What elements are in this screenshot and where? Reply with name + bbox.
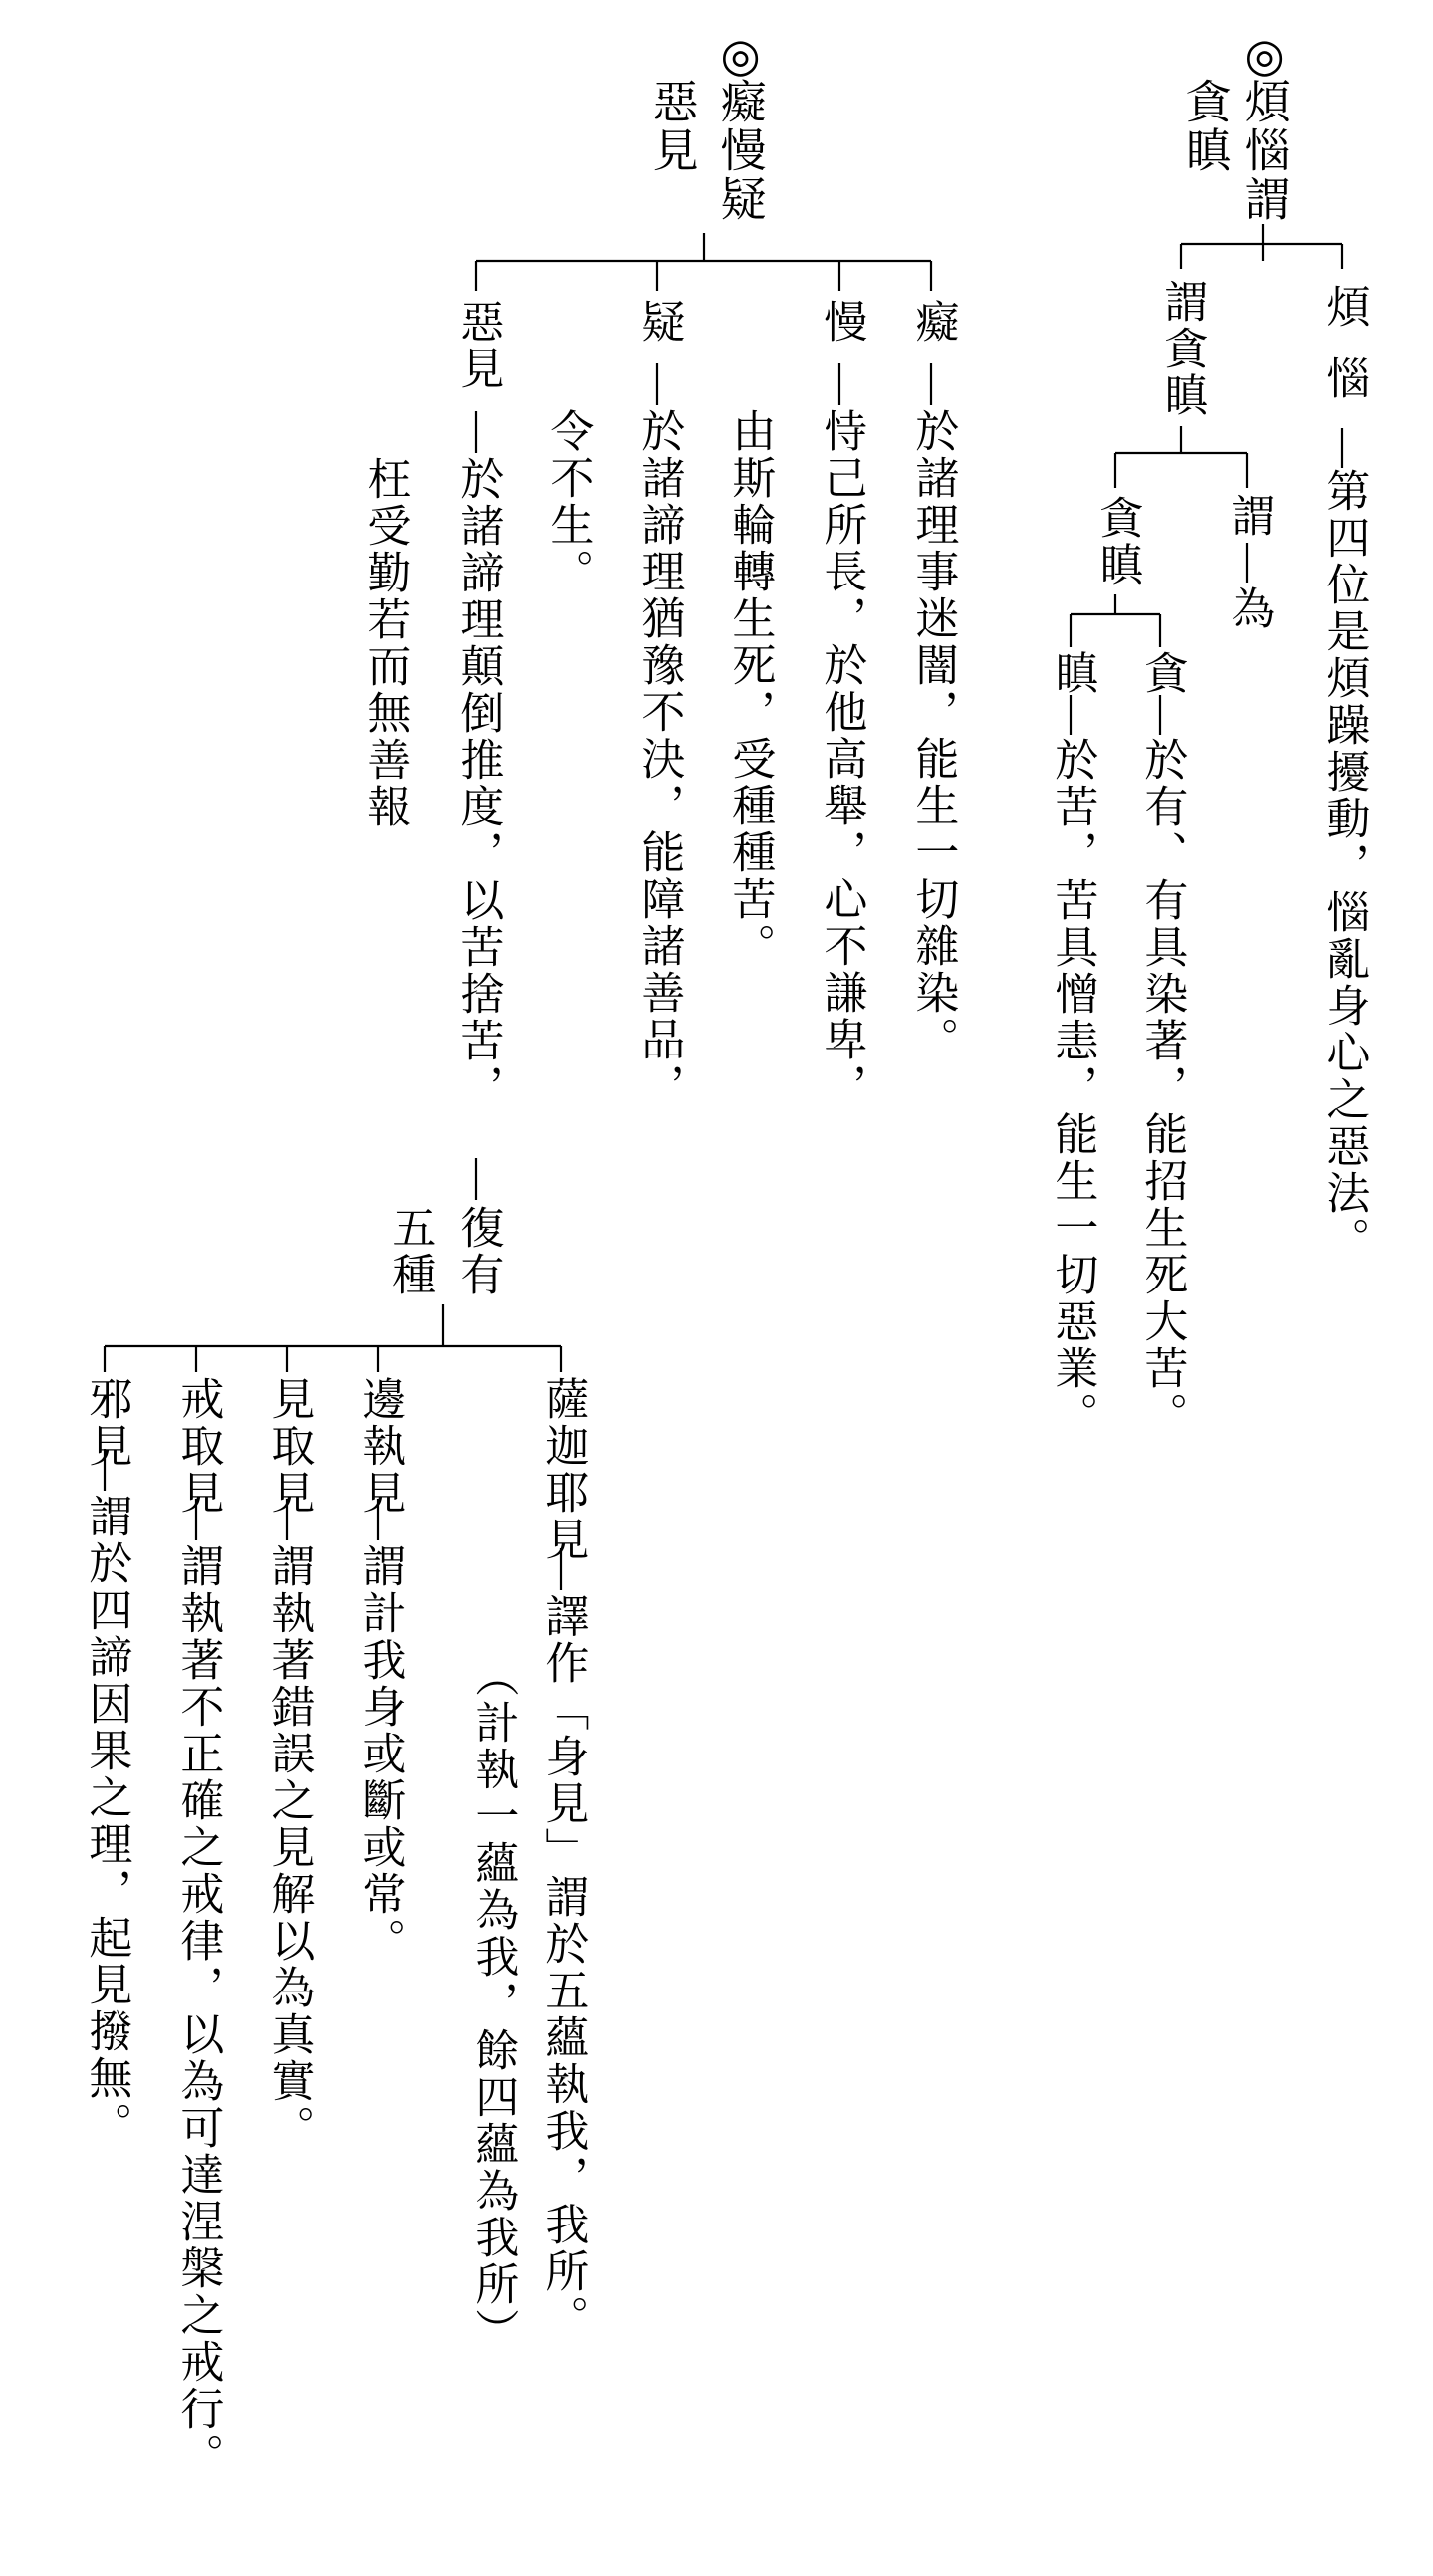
- heading2-mark: ◎: [713, 28, 768, 85]
- chen-definition: 於苦，苦具憎恚，能生一切惡業。: [1047, 737, 1098, 1439]
- eji-definition-cont: 枉受勤若而無善報: [359, 456, 411, 830]
- heading2-subtitle: 惡見: [645, 78, 700, 175]
- jianqu-label: 見取見: [263, 1376, 315, 1517]
- heading1-subtitle: 貪瞋: [1178, 78, 1233, 175]
- yi-label: 疑: [633, 299, 685, 346]
- wuzhong-label: 五種: [384, 1205, 436, 1298]
- heading1-title: 煩惱謂: [1237, 78, 1292, 224]
- sajiaye-label: 薩迦耶見: [537, 1376, 589, 1563]
- yi-definition: 於諸諦理猶豫不決，能障諸善品，: [633, 408, 685, 1110]
- heading2-title: 癡慢疑: [713, 78, 768, 224]
- bianzhi-definition: 謂計我身或斷或常。: [355, 1543, 406, 1965]
- chen-label: 瞋: [1047, 650, 1098, 697]
- jiequ-label: 戒取見: [172, 1376, 224, 1517]
- tan-label: 貪: [1136, 650, 1188, 697]
- chi-definition-cont: 由斯輪轉生死，受種種苦。: [724, 408, 776, 970]
- eji-definition: 於諸諦理顛倒推度，以苦捨苦，: [452, 456, 504, 1111]
- fuyou-label: 復有: [452, 1205, 504, 1298]
- tan-definition: 於有、有具染著，能招生死大苦。: [1136, 737, 1188, 1439]
- xiejian-definition: 謂於四諦因果之理，起見撥無。: [81, 1494, 132, 2149]
- fannao-definition: 第四位是煩躁擾動，惱亂身心之惡法。: [1318, 468, 1370, 1264]
- chi-label: 癡: [907, 299, 959, 346]
- chi-definition: 於諸理事迷闇，能生一切雜染。: [907, 408, 959, 1063]
- fannao-label: 煩惱: [1318, 284, 1370, 427]
- man-label: 慢: [816, 299, 867, 346]
- jiequ-definition: 謂執著不正確之戒律，以為可達涅槃之戒行。: [172, 1543, 224, 2479]
- sajiaye-note: （計執一蘊為我，餘四蘊為我所）: [467, 1653, 519, 2355]
- man-definition: 恃己所長，於他高舉，心不謙卑，: [816, 408, 867, 1110]
- xiejian-label: 邪見: [81, 1376, 132, 1470]
- heading1-mark: ◎: [1237, 28, 1292, 85]
- tanchen-label: 貪瞋: [1091, 495, 1143, 588]
- wei-tanchen-label: 謂貪瞋: [1156, 279, 1208, 419]
- eji-label: 惡見: [452, 299, 504, 392]
- wei-label: 謂: [1223, 493, 1275, 540]
- sajiaye-definition: 譯作「身見」謂於五蘊執我，我所。: [537, 1593, 589, 2342]
- wei-definition: 為: [1223, 585, 1275, 632]
- bianzhi-label: 邊執見: [355, 1376, 406, 1517]
- yi-definition-cont: 令不生。: [542, 408, 594, 595]
- jianqu-definition: 謂執著錯誤之見解以為真實。: [263, 1543, 315, 2152]
